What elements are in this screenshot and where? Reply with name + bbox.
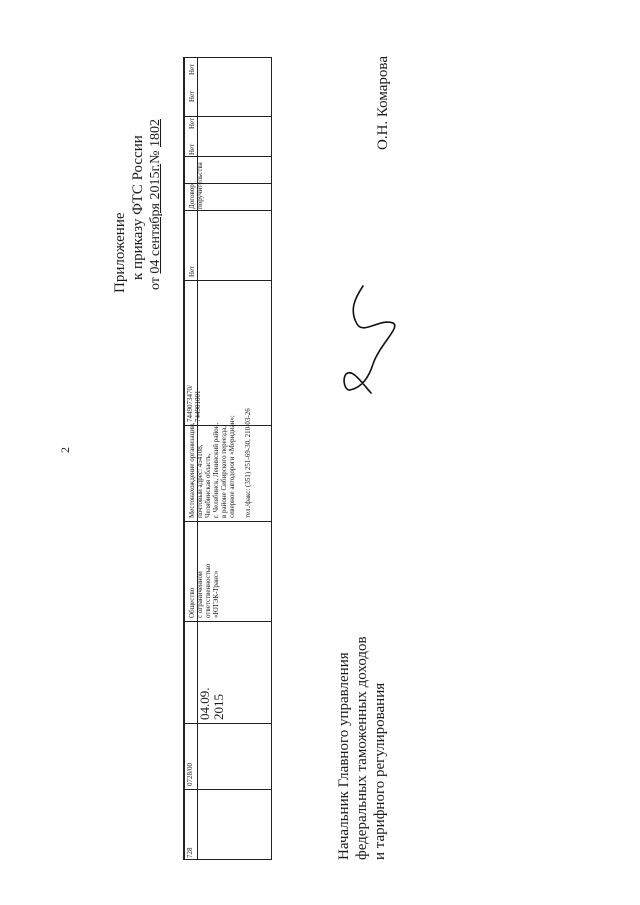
table-divider bbox=[184, 621, 271, 622]
signer-position-line2: федеральных таможенных доходов bbox=[354, 636, 370, 860]
cell-date: 04.09. 2015 bbox=[197, 687, 226, 720]
table-divider bbox=[184, 210, 271, 211]
order-date: 04 сентября 2015г. bbox=[148, 163, 163, 274]
appendix-title: Приложение bbox=[112, 212, 128, 293]
data-table bbox=[183, 57, 272, 860]
cell-code: 0728/00 bbox=[186, 763, 194, 786]
order-number-label: № bbox=[148, 150, 163, 164]
cell-no: Нет bbox=[188, 265, 196, 277]
order-date-number bbox=[148, 119, 164, 290]
order-number: 1802 bbox=[148, 119, 163, 147]
cell-inn-kpp: 7449073470/ 744901001 bbox=[186, 385, 202, 422]
cell-no: Нет bbox=[188, 63, 196, 75]
cell-document: Договор поручительства bbox=[188, 162, 204, 209]
cell-row-number: 728 bbox=[186, 847, 194, 858]
signature bbox=[335, 280, 405, 400]
order-date-prefix: от bbox=[148, 277, 163, 290]
table-divider bbox=[184, 789, 271, 790]
cell-no: Нет bbox=[188, 90, 196, 102]
page-number: 2 bbox=[58, 447, 72, 453]
table-divider bbox=[184, 723, 271, 724]
cell-org-name: Общество с ограниченной ответственностью «ЮТЭК-Транс» bbox=[188, 563, 220, 618]
signer-position-line1: Начальник Главного управления bbox=[336, 652, 352, 860]
cell-no: Нет bbox=[188, 143, 196, 155]
table-divider bbox=[184, 116, 271, 117]
table-border bbox=[184, 58, 185, 859]
cell-no: Нет bbox=[188, 117, 196, 129]
signer-name: О.Н. Комарова bbox=[375, 56, 391, 150]
signer-position-line3: и тарифного регулирования bbox=[372, 682, 388, 860]
table-divider bbox=[184, 156, 271, 157]
order-reference: к приказу ФТС России bbox=[130, 135, 146, 280]
table-divider bbox=[184, 521, 271, 522]
cell-address: Местонахождение организации, почтовый адрес: 454108, Челябинская область, г. Челябинск, Ленинский район, в районе Сибирского переезда, северное автодороги «Меридиан»; тел./факс: (351) 251-69-30, 210-03-26 bbox=[188, 408, 252, 518]
table-divider bbox=[184, 280, 271, 281]
